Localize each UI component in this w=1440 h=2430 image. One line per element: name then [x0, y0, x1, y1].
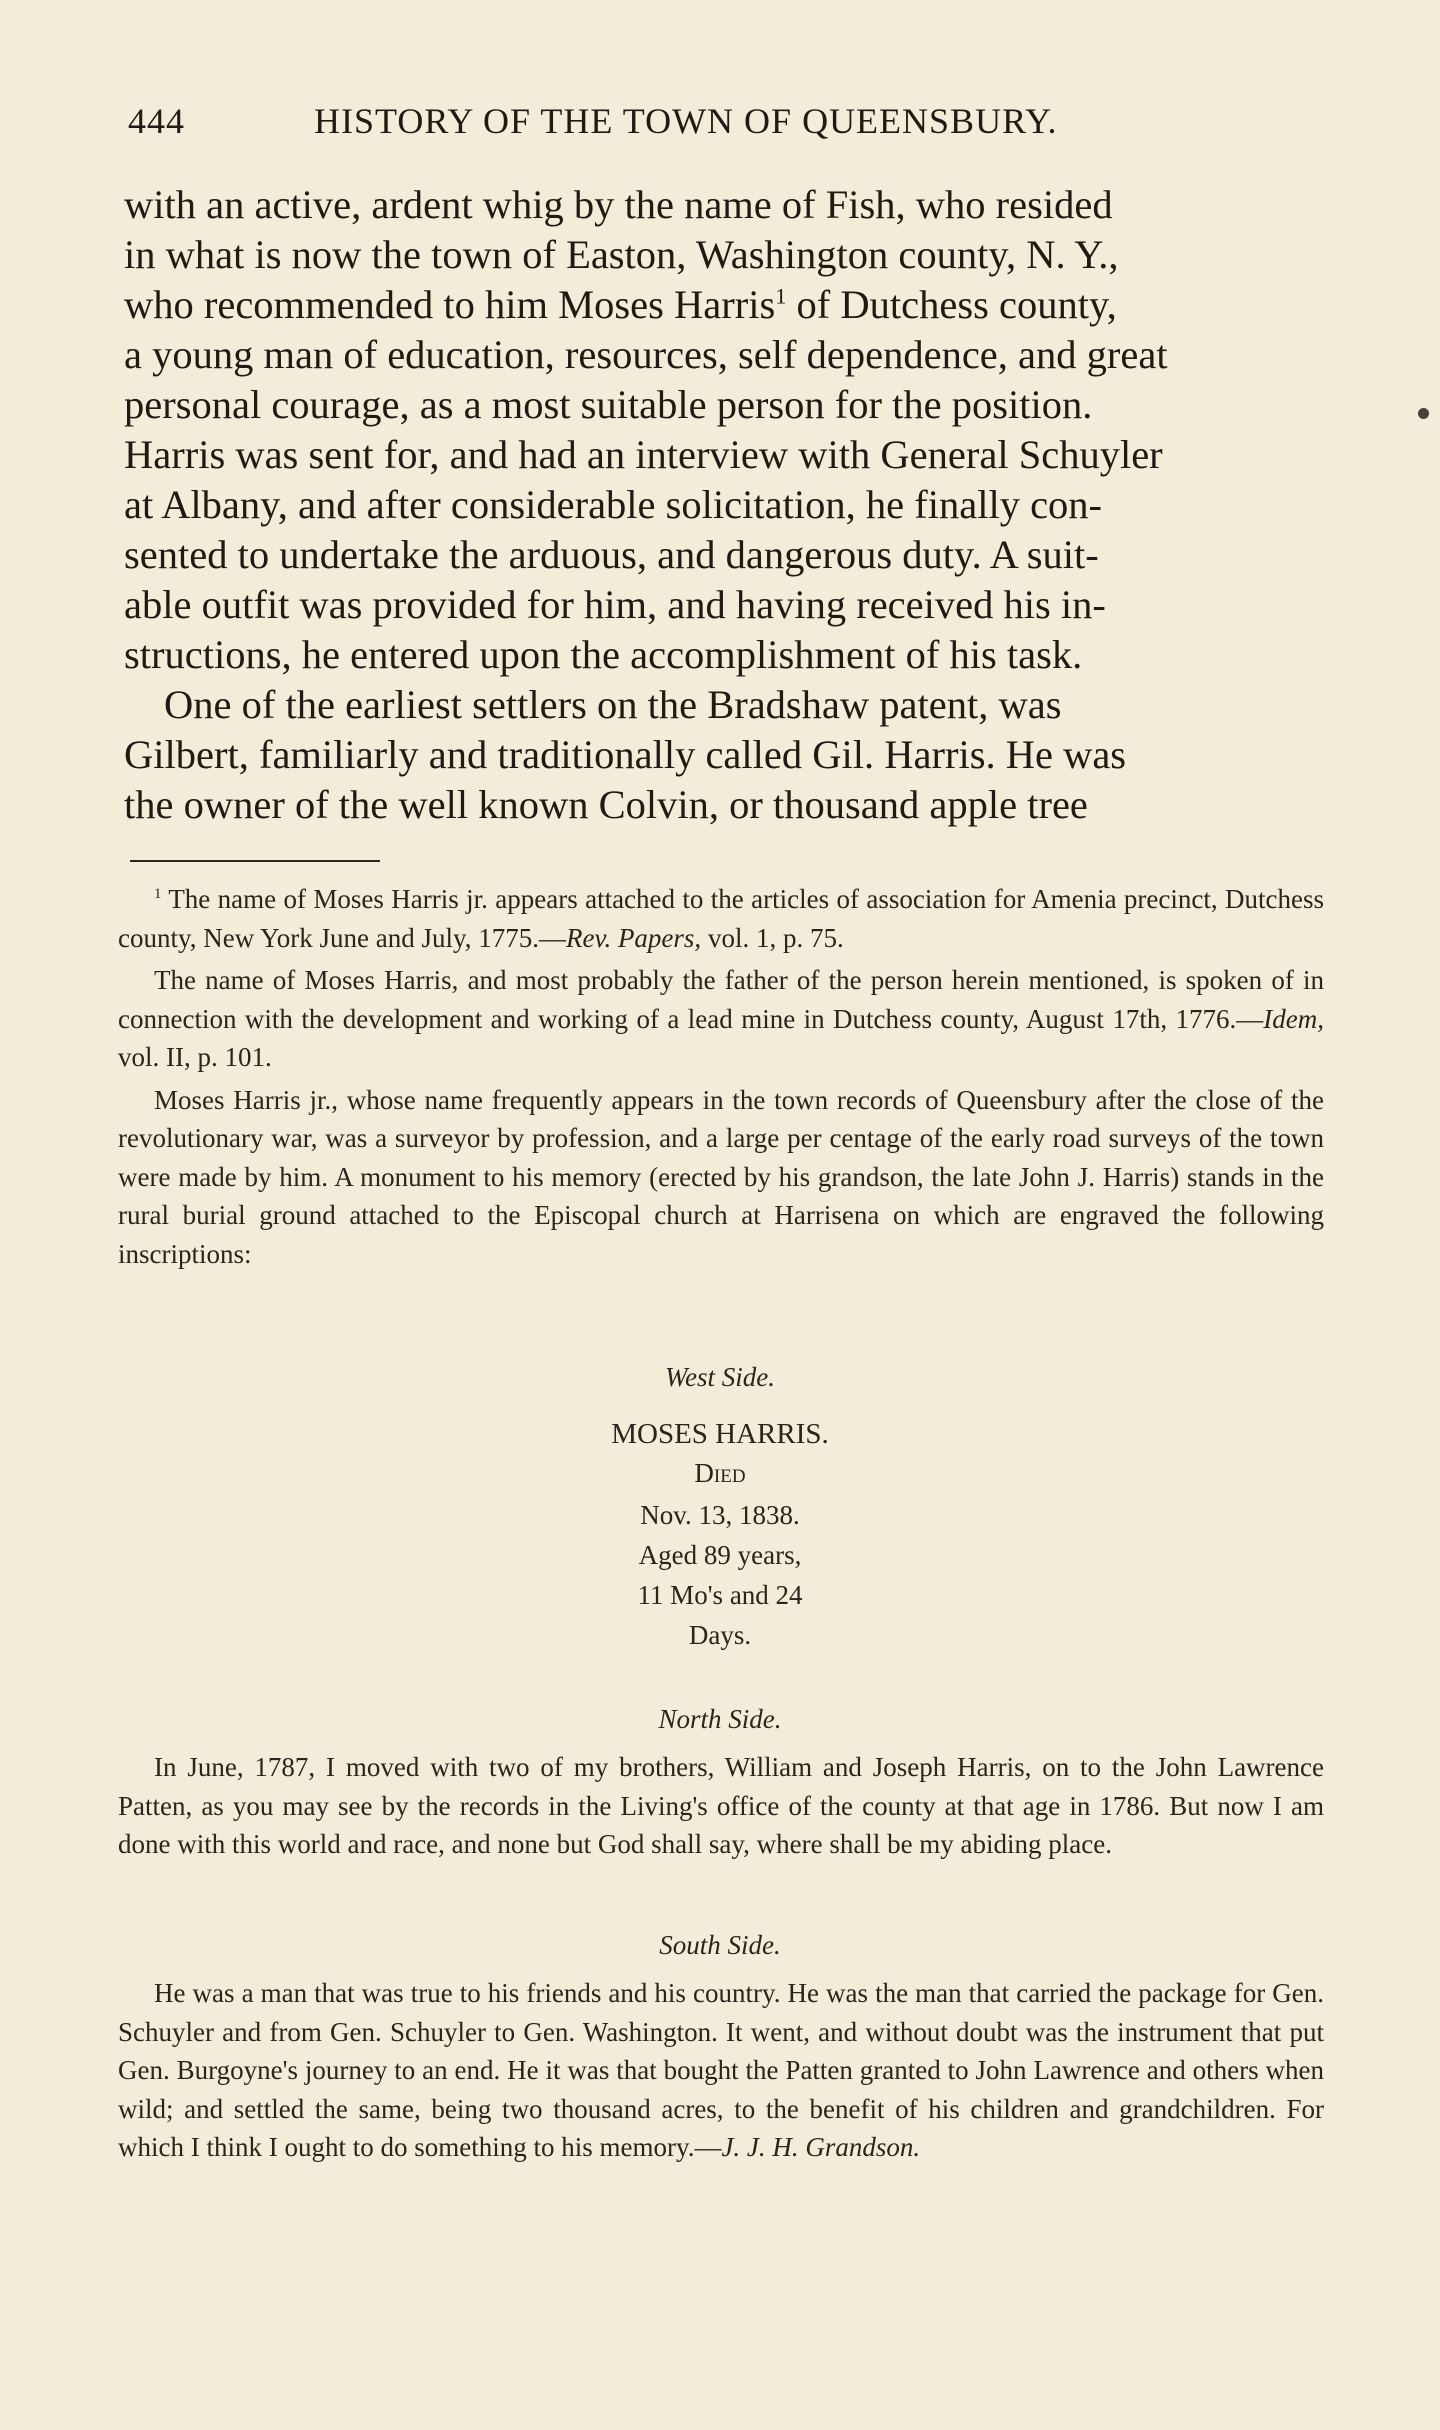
north-side-heading [0, 1704, 1440, 1735]
running-title: HISTORY OF THE TOWN OF QUEENSBURY. [314, 101, 1058, 141]
line-text: Harris was sent for, and had an interview with General Schuyler [124, 432, 1163, 477]
main-text [124, 180, 1324, 830]
line-text: structions, he entered upon the accomplishment of his task. [124, 632, 1083, 677]
text-line [124, 380, 1324, 430]
page-number: 444 [128, 101, 185, 141]
text-line [124, 280, 1324, 330]
inscription-line [0, 1458, 1440, 1489]
text-line [124, 680, 1324, 730]
line-text: personal courage, as a most suitable person for the position. [124, 382, 1093, 427]
footnote-text: vol. II, p. 101. [118, 1042, 272, 1072]
margin-mark [1418, 408, 1429, 419]
west-side-heading [0, 1362, 1440, 1393]
footnote-marker: 1 [154, 886, 162, 902]
line-text-part: of Dutchess county, [786, 282, 1117, 327]
line-text [124, 280, 1117, 330]
footnote-1 [118, 880, 1324, 957]
page-header [128, 100, 1338, 160]
text-line [124, 480, 1324, 530]
footnote-rule [130, 860, 380, 862]
footnote-text: The name of Moses Harris, and most probably the father of the person herein mentioned, is spoken of in connection with the development and working of a lead mine in Dutchess county, August 17th, 1776.— [118, 965, 1324, 1034]
footnote-ref: 1 [775, 283, 787, 309]
inscription-line: Aged 89 years, [638, 1540, 802, 1570]
line-text: sented to undertake the arduous, and dangerous duty. A suit- [124, 532, 1099, 577]
inscription-line: Nov. 13, 1838. [640, 1500, 800, 1530]
line-text: able outfit was provided for him, and having received his in- [124, 582, 1106, 627]
section-heading: South Side. [659, 1930, 781, 1960]
text-line [124, 530, 1324, 580]
north-side-inscription [118, 1748, 1324, 1864]
footnote-text: vol. 1, p. 75. [701, 922, 844, 953]
inscription-paragraph: In June, 1787, I moved with two of my brothers, William and Joseph Harris, on to the John Lawrence Patten, as you may see by the records in the Living's office of the county at that age in 1786. But now I am done with this world and race, and none but God shall say, where shall be my abiding place. [118, 1752, 1324, 1859]
inscription-signature: J. J. H. Grandson. [721, 2132, 921, 2162]
south-side-heading [0, 1930, 1440, 1961]
text-line [124, 630, 1324, 680]
line-text: at Albany, and after considerable solicitation, he finally con- [124, 482, 1103, 527]
section-heading: North Side. [658, 1704, 782, 1734]
inscription-paragraph [118, 1974, 1324, 2167]
line-text: a young man of education, resources, self dependence, and great [124, 332, 1168, 377]
text-line [124, 730, 1324, 780]
inscription-text: Died [694, 1458, 746, 1488]
text-line [124, 230, 1324, 280]
line-text: in what is now the town of Easton, Washington county, N. Y., [124, 232, 1119, 277]
text-line [124, 330, 1324, 380]
inscription-line: MOSES HARRIS. [611, 1418, 829, 1450]
footnote-citation: Rev. Papers, [565, 922, 702, 953]
footnote-citation: Idem, [1263, 1003, 1324, 1034]
footnote-text: The name of Moses Harris jr. appears attached to the articles of association for Amenia precinct, Dutchess county, New York June and July, 1775.— [118, 884, 1324, 953]
line-text: the owner of the well known Colvin, or thousand apple tree [124, 782, 1088, 827]
footnote-2 [118, 961, 1324, 1077]
line-text-part: who recommended to him Moses Harris [124, 282, 776, 327]
line-text: One of the earliest settlers on the Bradshaw patent, was [164, 682, 1062, 727]
inscription-line: 11 Mo's and 24 [637, 1580, 803, 1610]
text-line [124, 780, 1324, 830]
footnotes [118, 880, 1324, 1273]
footnote-3: Moses Harris jr., whose name frequently appears in the town records of Queensbury after the close of the revolutionary war, was a surveyor by profession, and a large per centage of the early road surveys of the town were made by him. A monument to his memory (erected by his grandson, the late John J. Harris) stands in the rural burial ground attached to the Episcopal church at Harrisena on which are engraved the following inscriptions: [118, 1084, 1324, 1269]
text-line [124, 180, 1324, 230]
inscription-text: He was a man that was true to his friends and his country. He was the man that carried the package for Gen. Schuyler and from Gen. Schuyler to Gen. Washington. It went, and without doubt was the instrument that put Gen. Burgoyne's journey to an end. He it was that bought the Patten granted to John Lawrence and others when wild; and settled the same, being two thousand acres, to the benefit of his children and grandchildren. For which I think I ought to do something to his memory.— [118, 1978, 1324, 2162]
inscription-line: Days. [688, 1620, 752, 1650]
text-line [124, 580, 1324, 630]
section-heading: West Side. [665, 1362, 775, 1392]
line-text: Gilbert, familiarly and traditionally called Gil. Harris. He was [124, 732, 1127, 777]
line-text: with an active, ardent whig by the name of Fish, who resided [124, 182, 1113, 227]
text-line [124, 430, 1324, 480]
south-side-inscription [118, 1974, 1324, 2167]
